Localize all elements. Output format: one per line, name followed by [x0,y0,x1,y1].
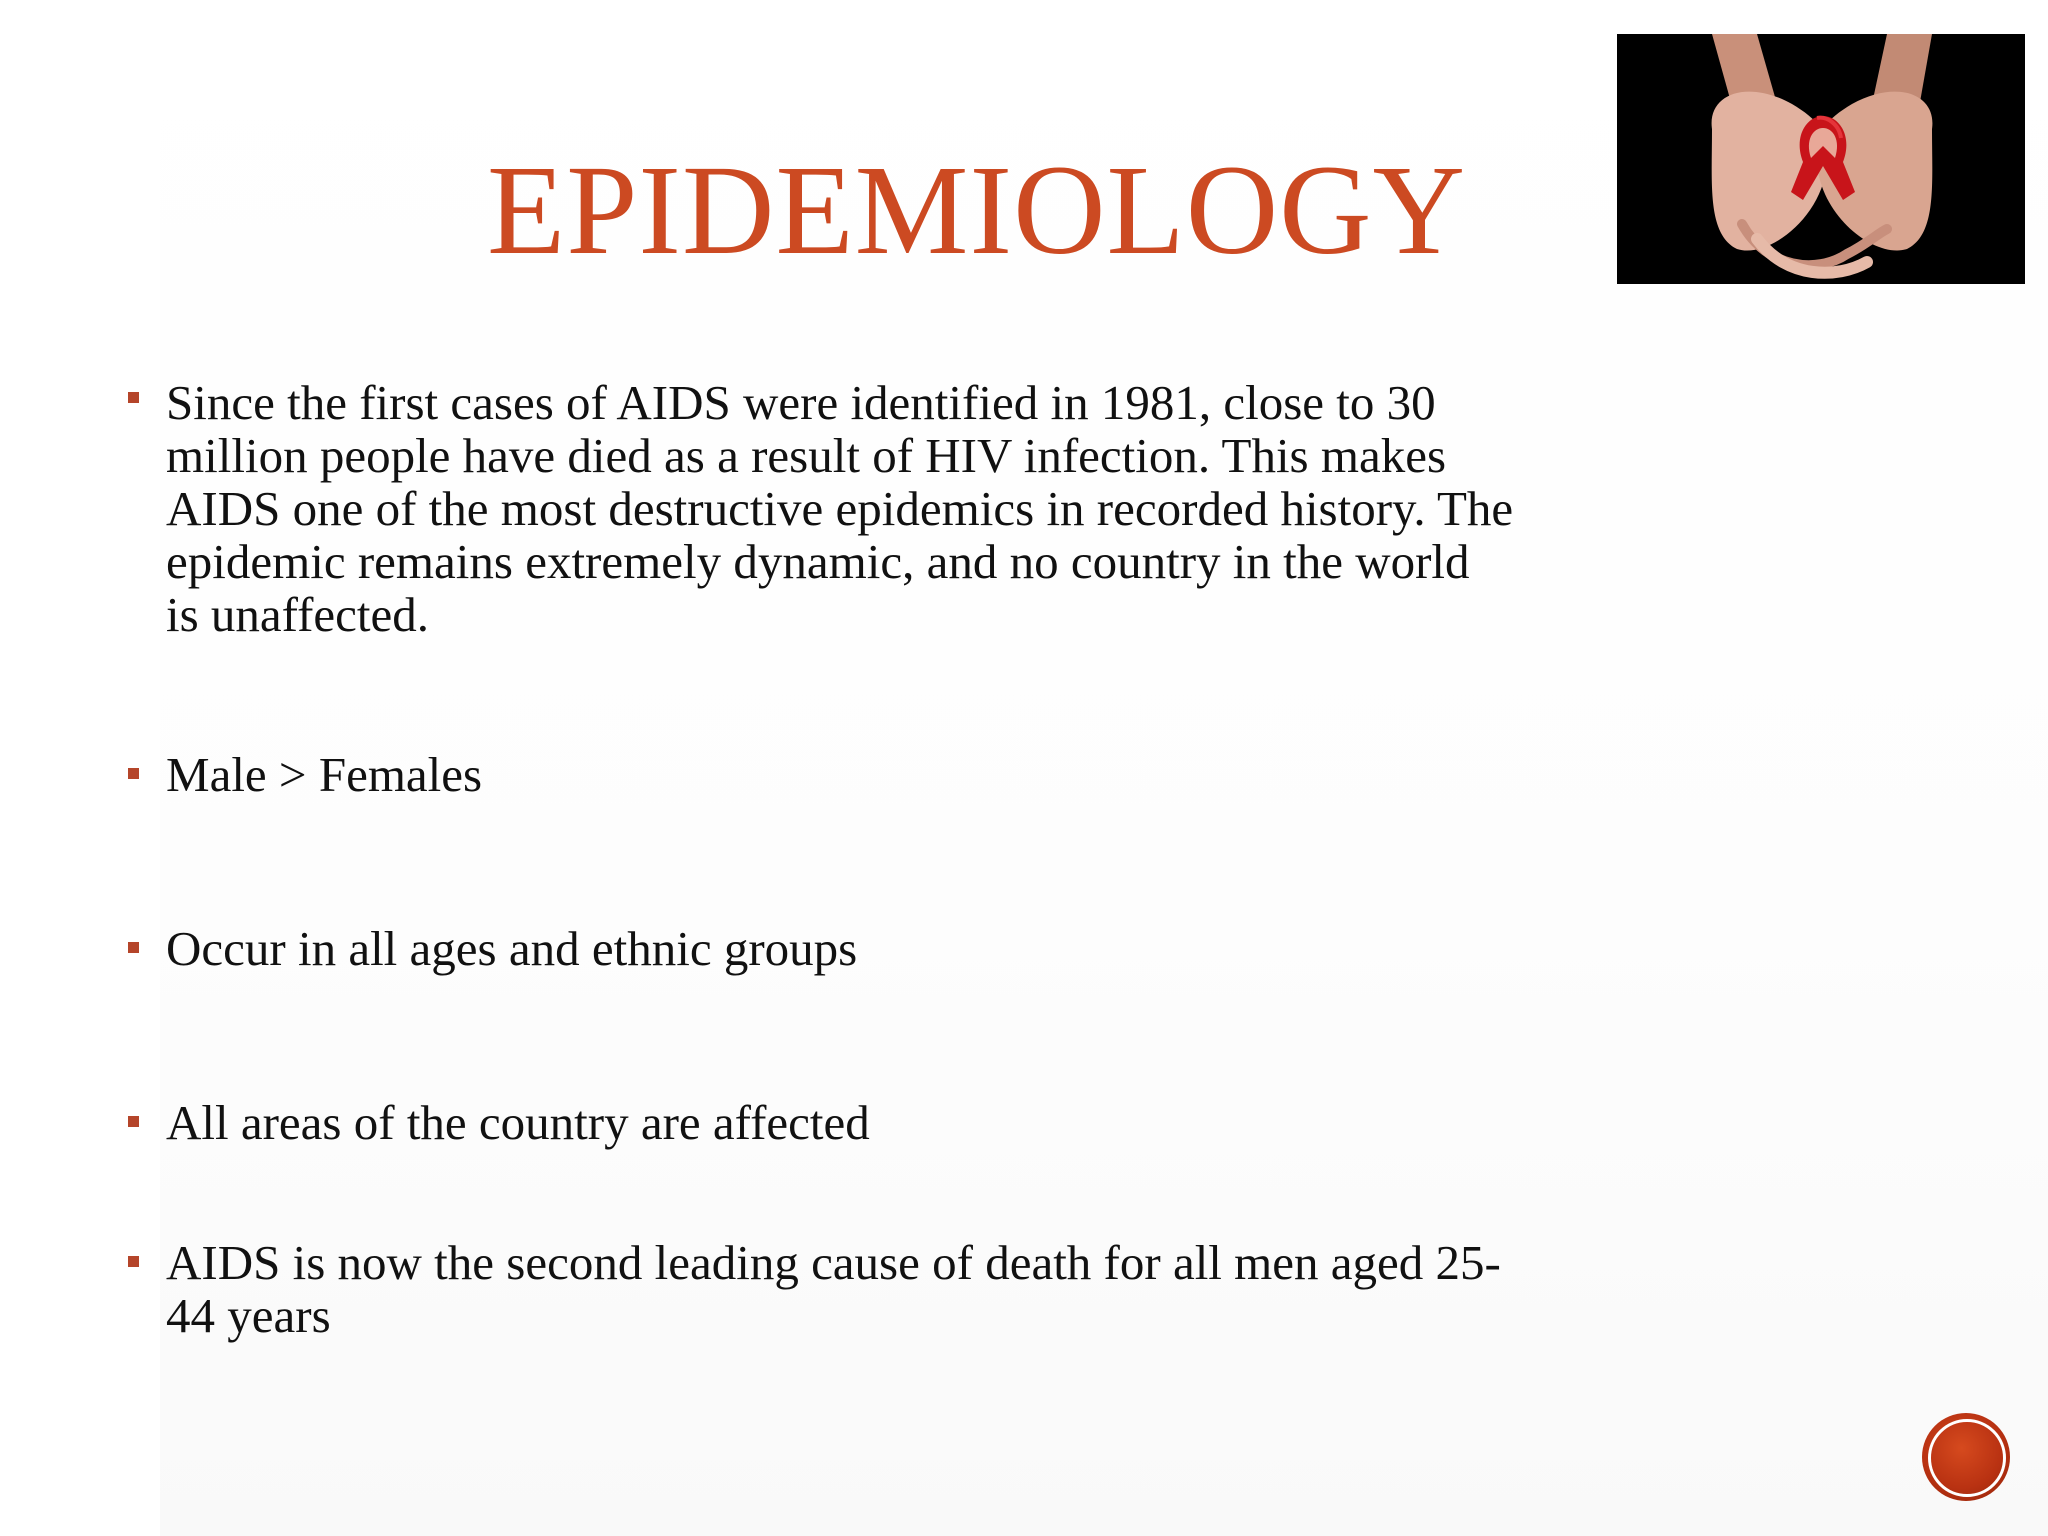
bullet-text: Since the first cases of AIDS were identified in 1981, close to 30 million people have died as a result of HIV infection. This makes AIDS one of the most destructive epidemics in recorded history. The epidemic remains extremely dynamic, and no country in the world is unaffected. [166,375,1514,642]
bullet-marker [128,1116,139,1127]
bullet-marker [128,1256,139,1267]
bullet-marker [128,768,139,779]
bullet-text: AIDS is now the second leading cause of death for all men aged 25- 44 years [166,1235,1501,1343]
bullet-text: All areas of the country are affected [166,1095,870,1150]
bullet-marker [128,392,139,403]
bullet-text: Occur in all ages and ethnic groups [166,921,858,976]
slide-title: EPIDEMIOLOGY [487,139,1466,281]
bullet-marker [128,942,139,953]
bullet-text: Male > Females [166,747,483,802]
circle-button-icon [1928,1419,2006,1497]
slide-nav-button[interactable] [1922,1413,2010,1501]
